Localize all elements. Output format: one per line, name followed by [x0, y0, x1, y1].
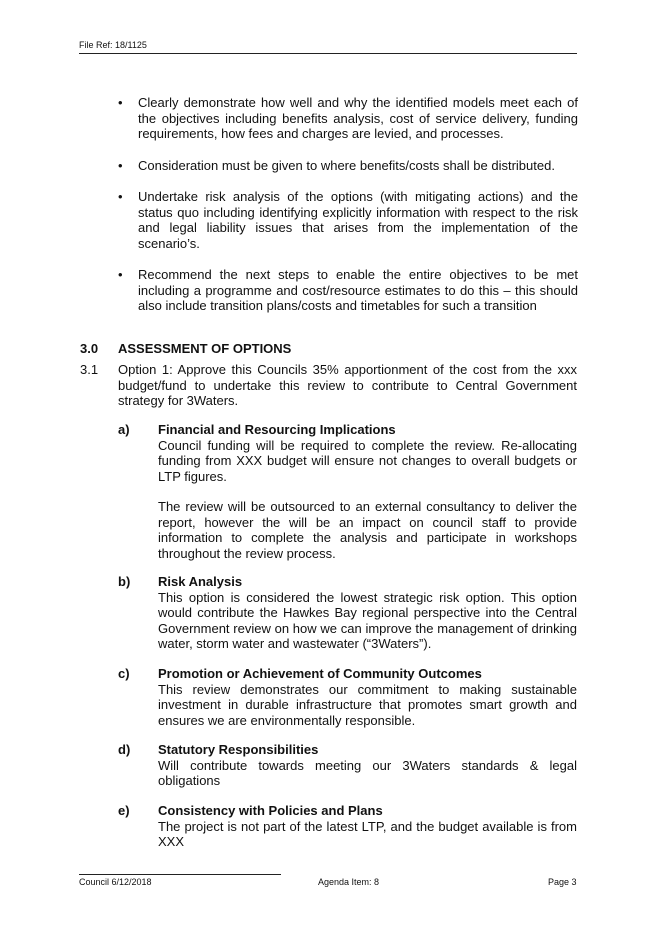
bullet-dot-icon: •	[118, 189, 123, 204]
subsection-risk	[118, 574, 577, 652]
subsection-paragraph: The review will be outsourced to an external consultancy to deliver the report, however the will be an impact on council staff to provide information to complete the analysis and participate in workshops throughout the review process.	[158, 499, 577, 561]
bullet-dot-icon: •	[118, 157, 123, 173]
bullet-item	[118, 95, 578, 142]
footer-meeting-date: Council 6/12/2018	[79, 877, 152, 887]
section-heading	[80, 341, 291, 356]
section-number: 3.0	[80, 341, 99, 356]
footer-agenda-item: Agenda Item: 8	[318, 877, 380, 887]
bullet-list	[118, 95, 578, 330]
footer-page-number: Page 3	[548, 877, 577, 887]
subsection-statutory	[118, 742, 577, 789]
subsection-paragraph: The project is not part of the latest LTP, and the budget available is from XXX	[158, 818, 577, 849]
header-rule	[79, 53, 577, 54]
bullet-text: Consideration must be given to where benefits/costs shall be distributed.	[138, 157, 555, 173]
subsection-consistency	[118, 803, 577, 850]
bullet-dot-icon: •	[118, 95, 123, 110]
bullet-item	[118, 158, 578, 174]
subsection-paragraph: Council funding will be required to complete the review. Re-allocating funding from XXX budget will ensure not changes to overall budgets or LTP figures.	[158, 437, 577, 484]
subsection-paragraph: Will contribute towards meeting our 3Waters standards & legal obligations	[158, 757, 577, 788]
subsection-paragraph: This review demonstrates our commitment to making sustainable investment in durable infrastructure that promotes smart growth and ensures we are environmentally responsible.	[158, 681, 577, 728]
subsection-letter: e)	[118, 803, 130, 818]
paragraph-3-1	[80, 362, 577, 409]
subsection-financial	[118, 422, 577, 561]
footer-rule	[79, 874, 281, 875]
subsection-community-outcomes	[118, 666, 577, 728]
subsection-paragraph: This option is considered the lowest strategic risk option. This option would contribute the Hawkes Bay regional perspective into the Central Government review on how we can improve the management of drinking water, storm water and wastewater (“3Waters”).	[158, 589, 577, 651]
subsection-title: Financial and Resourcing Implications	[158, 422, 396, 437]
subsection-title: Consistency with Policies and Plans	[158, 803, 383, 818]
section-title: ASSESSMENT OF OPTIONS	[118, 341, 292, 356]
subsection-letter: d)	[118, 742, 131, 757]
subsection-letter: b)	[118, 574, 131, 589]
bullet-text: Clearly demonstrate how well and why the identified models meet each of the objectives including benefits analysis, cost of service delivery, funding requirements, how fees and charges are levied, and processes.	[138, 95, 578, 141]
bullet-dot-icon: •	[118, 267, 123, 282]
bullet-text: Recommend the next steps to enable the entire objectives to be met including a programme and cost/resource estimates to do this – this should also include transition plans/costs and timetables for such a transition	[138, 267, 578, 313]
subsection-title: Risk Analysis	[158, 574, 243, 589]
subsection-title: Promotion or Achievement of Community Outcomes	[158, 666, 482, 681]
file-reference: File Ref: 18/1125	[79, 40, 147, 50]
bullet-item	[118, 189, 578, 251]
subsection-letter: a)	[118, 422, 130, 437]
subsection-letter: c)	[118, 666, 130, 681]
bullet-item	[118, 267, 578, 314]
bullet-text: Undertake risk analysis of the options (with mitigating actions) and the status quo including identifying explicitly information with respect to the risk and legal liability issues that arises from the implementation of the scenario’s.	[138, 189, 578, 251]
paragraph-text: Option 1: Approve this Councils 35% apportionment of the cost from the xxx budget/fund to undertake this review to contribute to Central Government strategy for 3Waters.	[118, 362, 577, 408]
subsection-title: Statutory Responsibilities	[158, 742, 319, 757]
paragraph-number: 3.1	[80, 362, 99, 377]
